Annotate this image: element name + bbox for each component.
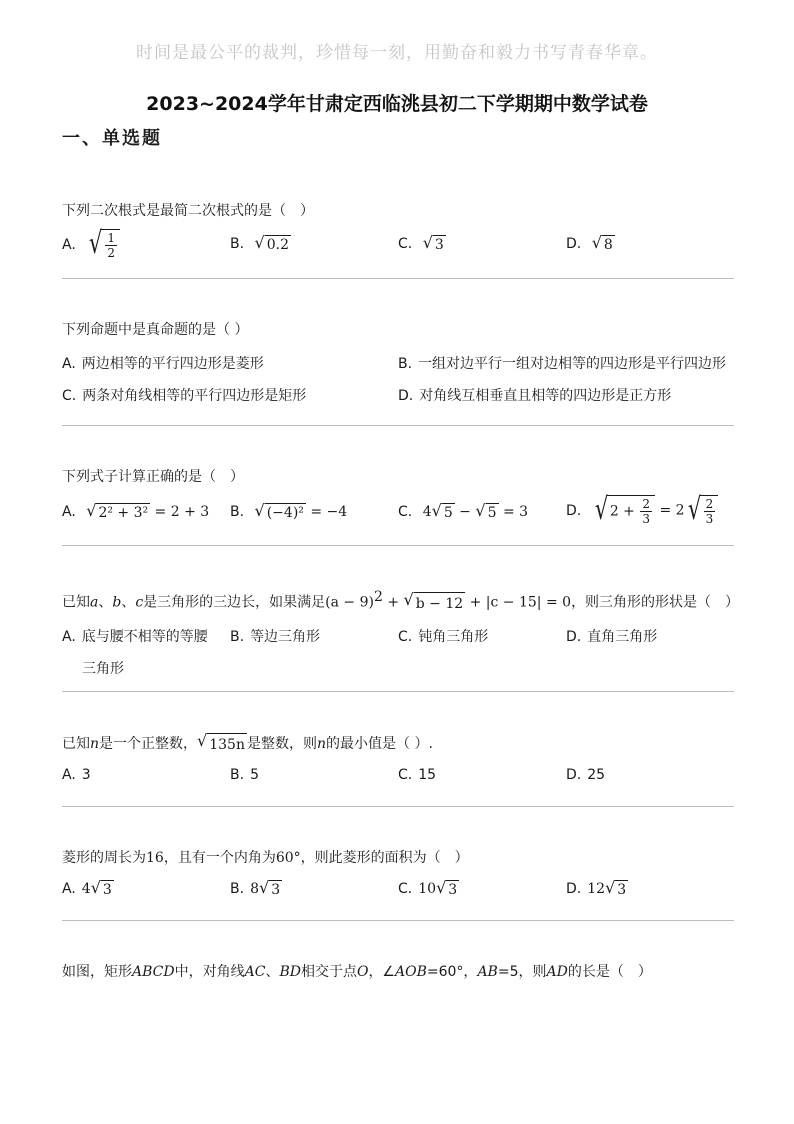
fraction-denominator: 2 bbox=[107, 246, 115, 260]
option-d[interactable]: D. 12 √ 3 bbox=[566, 878, 627, 898]
question-stem: 下列式子计算正确的是（ ） bbox=[62, 469, 244, 485]
exam-title: 2023~2024学年甘肃定西临洮县初二下学期期中数学试卷 bbox=[146, 93, 648, 115]
option-b[interactable] bbox=[230, 235, 291, 253]
question-2 bbox=[62, 320, 734, 405]
option-label: B. bbox=[230, 236, 245, 252]
option-label: D. bbox=[566, 236, 582, 252]
question-stem: 已知n是一个正整数， √ 135n 是整数，则n的最小值是（ ）. bbox=[62, 731, 433, 753]
option-label: A. bbox=[62, 236, 76, 253]
question-stem: 下列命题中是真命题的是（ ） bbox=[62, 322, 249, 338]
options-row bbox=[62, 226, 734, 261]
question-1 bbox=[62, 201, 734, 261]
option-a[interactable]: A. 4 √ 3 bbox=[62, 878, 112, 898]
question-6 bbox=[62, 848, 734, 900]
question-5 bbox=[62, 733, 734, 787]
question-4 bbox=[62, 587, 740, 678]
option-label: C. bbox=[398, 236, 413, 252]
option-a-continued: 三角形 bbox=[82, 660, 124, 677]
option-a[interactable]: A. 3 bbox=[62, 767, 91, 783]
fraction-numerator: 1 bbox=[107, 231, 115, 245]
question-3 bbox=[62, 467, 734, 535]
question-stem: 已知a、b、c是三角形的三边长，如果满足$(a - 9)^2$ + √ b − 12 + |c − 15| = 0，则三角形的形状是（ ） bbox=[62, 589, 740, 612]
question-7 bbox=[62, 962, 734, 982]
option-c[interactable]: C. 两条对角线相等的平行四边形是矩形 bbox=[62, 388, 307, 404]
sqrt-expression: √ 0.2 bbox=[254, 233, 289, 253]
question-divider bbox=[62, 806, 734, 807]
option-d[interactable] bbox=[566, 235, 615, 253]
section-heading: 一、单选题 bbox=[62, 128, 162, 149]
motto-header: 时间是最公平的裁判，珍惜每一刻，用勤奋和毅力书写青春华章。 bbox=[136, 43, 658, 63]
option-a[interactable]: A. 底与腰不相等的等腰 bbox=[62, 628, 208, 645]
question-divider bbox=[62, 920, 734, 921]
question-stem: 如图，矩形ABCD中，对角线AC、BD相交于点O，∠AOB=60°，AB=5，则AD的长是（ ） bbox=[62, 964, 652, 980]
option-c[interactable]: C. 15 bbox=[398, 767, 437, 783]
question-divider bbox=[62, 278, 734, 279]
sqrt-expression: √ (−4)² bbox=[254, 501, 304, 521]
option-a[interactable]: A. 两边相等的平行四边形是菱形 bbox=[62, 356, 264, 372]
options-row bbox=[62, 626, 734, 646]
option-b[interactable]: B. 5 bbox=[230, 767, 259, 783]
option-b[interactable]: B. √ (−4)² = −4 bbox=[230, 501, 348, 521]
option-d[interactable]: D. 25 bbox=[566, 767, 606, 783]
question-divider bbox=[62, 545, 734, 546]
question-stem: 菱形的周长为16，且有一个内角为60°，则此菱形的面积为（ ） bbox=[62, 850, 469, 866]
options-row bbox=[62, 492, 734, 535]
options-row bbox=[62, 880, 734, 900]
option-c[interactable]: C. 钝角三角形 bbox=[398, 628, 489, 645]
option-b[interactable]: B. 8 √ 3 bbox=[230, 878, 281, 898]
radical-sign: √ bbox=[89, 226, 103, 261]
option-c[interactable]: C. 10 √ 3 bbox=[398, 878, 458, 898]
question-divider bbox=[62, 691, 734, 692]
options-row bbox=[62, 385, 734, 405]
sqrt-expression: √ 2 + $\frac{2}{3}$ bbox=[592, 495, 655, 526]
option-a[interactable] bbox=[62, 226, 120, 261]
sqrt-expression: √ 3 bbox=[422, 233, 444, 253]
option-c[interactable] bbox=[398, 235, 446, 253]
options-row bbox=[62, 767, 734, 787]
sqrt-expression: √ 8 bbox=[591, 233, 613, 253]
option-d[interactable]: D. √ 2 + $\frac{2}{3}$ = 2 √ $\frac{2}{3}$ bbox=[566, 495, 718, 526]
question-divider bbox=[62, 425, 734, 426]
option-b[interactable]: B. 一组对边平行一组对边相等的四边形是平行四边形 bbox=[398, 356, 727, 372]
option-d[interactable]: D. 直角三角形 bbox=[566, 628, 658, 645]
option-d[interactable]: D. 对角线互相垂直且相等的四边形是正方形 bbox=[398, 388, 672, 404]
options-row bbox=[62, 353, 734, 373]
option-a[interactable]: A. √ 2² + 3² = 2 + 3 bbox=[62, 501, 210, 521]
sqrt-expression bbox=[86, 226, 120, 261]
options-row bbox=[62, 658, 734, 678]
sqrt-expression: √ 2² + 3² bbox=[86, 501, 149, 521]
option-c[interactable]: C. 4 √ 5 − √ 5 = 3 bbox=[398, 501, 529, 521]
question-stem: 下列二次根式是最简二次根式的是（ ） bbox=[62, 203, 314, 219]
option-b[interactable]: B. 等边三角形 bbox=[230, 628, 321, 645]
